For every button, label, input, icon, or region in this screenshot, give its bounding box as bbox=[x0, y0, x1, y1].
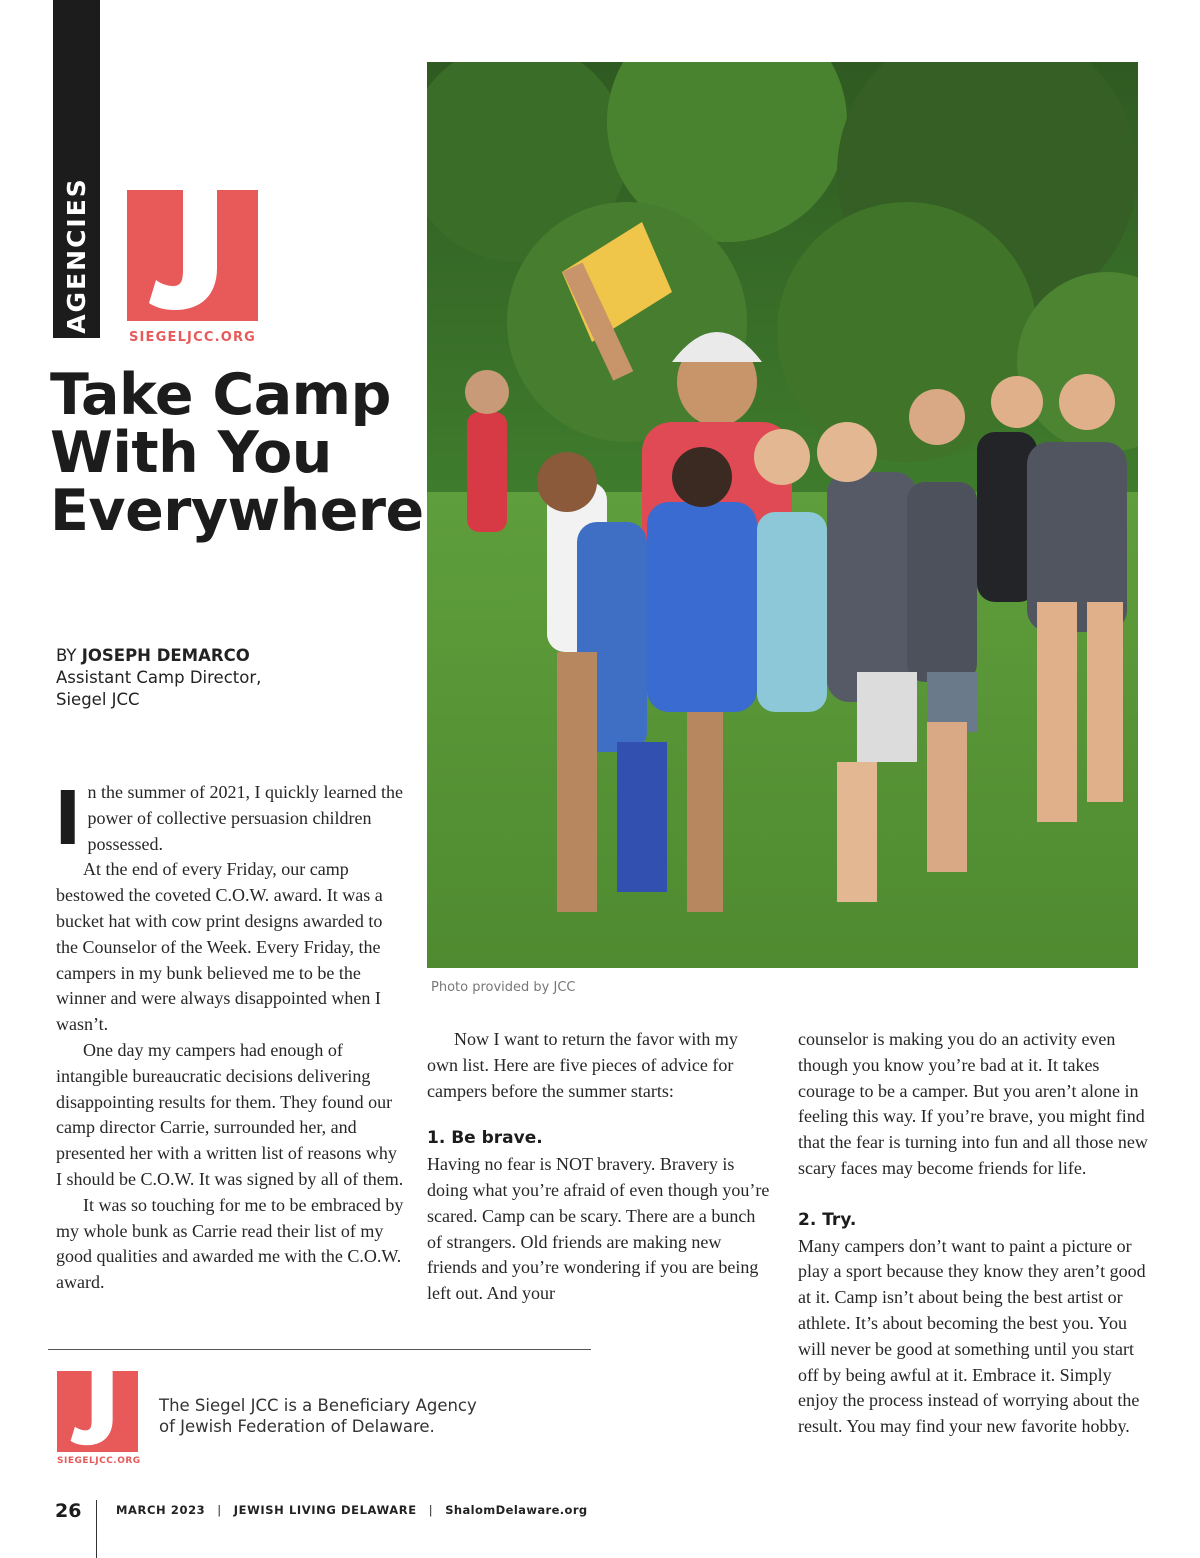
author-name: JOSEPH DEMARCO bbox=[81, 646, 250, 665]
paragraph-3: One day my campers had enough of intangible bureaucratic decisions delivering disappointing results for them. They found our camp director Carrie, surrounded her, and presented her with a written list of reasons why I should be C.O.W. It was signed by all of them. bbox=[56, 1039, 404, 1189]
section-label-text: AGENCIES bbox=[62, 176, 92, 334]
article-column-3 bbox=[798, 1027, 1150, 1440]
divider bbox=[48, 1349, 591, 1350]
j-letter-icon bbox=[127, 190, 258, 321]
paragraph-6: Having no fear is NOT bravery. Bravery is doing what you’re afraid of even though you’re scared. Camp can be scary. There are a bunch of strangers. Old friends are making new friends and you’re wondering if you are being left out. And your bbox=[427, 1154, 770, 1304]
beneficiary-note bbox=[159, 1395, 539, 1437]
footer-jcc-logo bbox=[57, 1371, 138, 1452]
jcc-logo bbox=[127, 190, 258, 321]
paragraph-7: counselor is making you do an activity even though you know you’re bad at it. It takes courage to be a camper. But you aren’t alone in feeling this way. If you’re brave, you might find that the fear is turning into fun and all those new scary faces may become friends for life. bbox=[798, 1029, 1148, 1178]
paragraph-4: It was so touching for me to be embraced by my whole bunk as Carrie read their list of my good qualities and awarded me with the C.O.W. award. bbox=[56, 1194, 404, 1293]
camp-photo bbox=[427, 62, 1138, 968]
footer-j-letter-icon bbox=[57, 1371, 138, 1452]
paragraph-8: Many campers don’t want to paint a picture or play a sport because they know they aren’t good at it. Camp isn’t about being the best artist or athlete. It’s about becoming the best you. You will never be good at something until you start off by being awful at it. Embrace it. Simply enjoy the process instead of worrying about the result. You may find your new favorite hobby. bbox=[798, 1235, 1146, 1437]
website-link[interactable]: ShalomDelaware.org bbox=[445, 1503, 588, 1517]
issue-date: MARCH 2023 bbox=[116, 1503, 206, 1517]
camp-photo-illustration bbox=[427, 62, 1138, 968]
drop-cap: I bbox=[54, 776, 82, 862]
paragraph-1: n the summer of 2021, I quickly learned the power of collective persuasion children possessed. bbox=[87, 782, 403, 854]
subheading-try: 2. Try. bbox=[798, 1209, 857, 1230]
article-column-1 bbox=[54, 776, 406, 1296]
beneficiary-line-1: The Siegel JCC is a Beneficiary Agency bbox=[159, 1396, 477, 1415]
logo-url[interactable]: SIEGELJCC.ORG bbox=[128, 330, 257, 345]
footer-separator: | bbox=[217, 1503, 222, 1517]
page-number: 26 bbox=[55, 1500, 82, 1522]
page-number-divider bbox=[96, 1500, 97, 1558]
article-column-2 bbox=[427, 1027, 772, 1307]
subheading-be-brave: 1. Be brave. bbox=[427, 1128, 543, 1149]
photo-caption: Photo provided by JCC bbox=[431, 980, 576, 995]
footer-separator: | bbox=[428, 1503, 434, 1517]
byline-prefix: BY bbox=[56, 646, 82, 665]
author-org: Siegel JCC bbox=[56, 690, 140, 709]
author-role: Assistant Camp Director, bbox=[56, 668, 262, 687]
beneficiary-line-2: of Jewish Federation of Delaware. bbox=[159, 1417, 435, 1436]
running-footer bbox=[116, 1503, 588, 1517]
paragraph-5: Now I want to return the favor with my own list. Here are five pieces of advice for campers before the summer starts: bbox=[427, 1029, 738, 1101]
publication-name: JEWISH LIVING DELAWARE bbox=[233, 1503, 417, 1517]
article-headline: Take Camp With You Everywhere bbox=[50, 362, 424, 544]
section-label bbox=[53, 176, 100, 334]
footer-logo-url[interactable]: SIEGELJCC.ORG bbox=[57, 1456, 141, 1466]
paragraph-2: At the end of every Friday, our camp bestowed the coveted C.O.W. award. It was a bucket hat with cow print designs awarded to the Counselor of the Week. Every Friday, the campers in my bunk believed me to be the winner and were always disappointed when I wasn’t. bbox=[56, 859, 383, 1035]
byline bbox=[56, 645, 386, 711]
